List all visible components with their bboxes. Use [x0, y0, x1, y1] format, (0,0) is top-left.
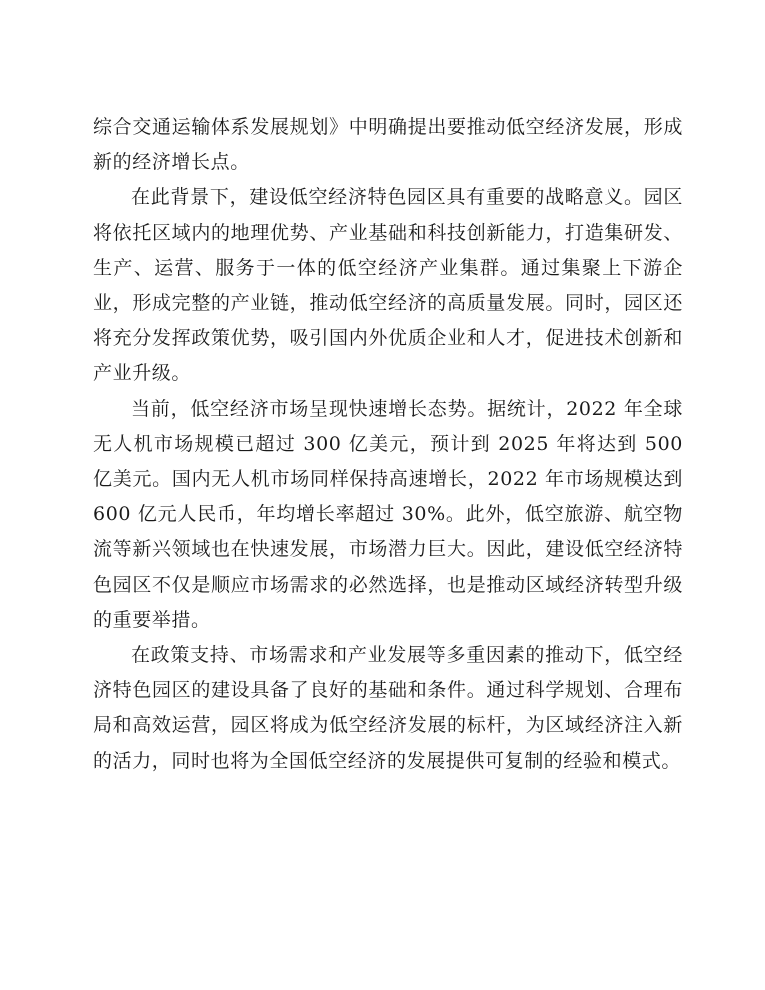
paragraph-4: 在政策支持、市场需求和产业发展等多重因素的推动下，低空经济特色园区的建设具备了良好的基础和条件。通过科学规划、合理布局和高效运营，园区将成为低空经济发展的标杆，为区域经济注入新的活力，同时也将为全国低空经济的发展提供可复制的经验和模式。 — [93, 644, 683, 772]
paragraph-2: 在此背景下，建设低空经济特色园区具有重要的战略意义。园区将依托区域内的地理优势、产业基础和科技创新能力，打造集研发、生产、运营、服务于一体的低空经济产业集群。通过集聚上下游企业，形成完整的产业链，推动低空经济的高质量发展。同时，园区还将充分发挥政策优势，吸引国内外优质企业和人才，促进技术创新和产业升级。 — [93, 186, 683, 385]
document-body — [93, 110, 683, 779]
paragraph-1: 综合交通运输体系发展规划》中明确提出要推动低空经济发展，形成新的经济增长点。 — [93, 116, 683, 174]
paragraph-3: 当前，低空经济市场呈现快速增长态势。据统计，2022 年全球无人机市场规模已超过 300 亿美元，预计到 2025 年将达到 500 亿美元。国内无人机市场同样保持高速增长，2022 年市场规模达到 600 亿元人民币，年均增长率超过 30%。此外，低空旅游、航空物流等新兴领域也在快速发展，市场潜力巨大。因此，建设低空经济特色园区不仅是顺应市场需求的必然选择，也是推动区域经济转型升级的重要举措。 — [93, 397, 683, 631]
